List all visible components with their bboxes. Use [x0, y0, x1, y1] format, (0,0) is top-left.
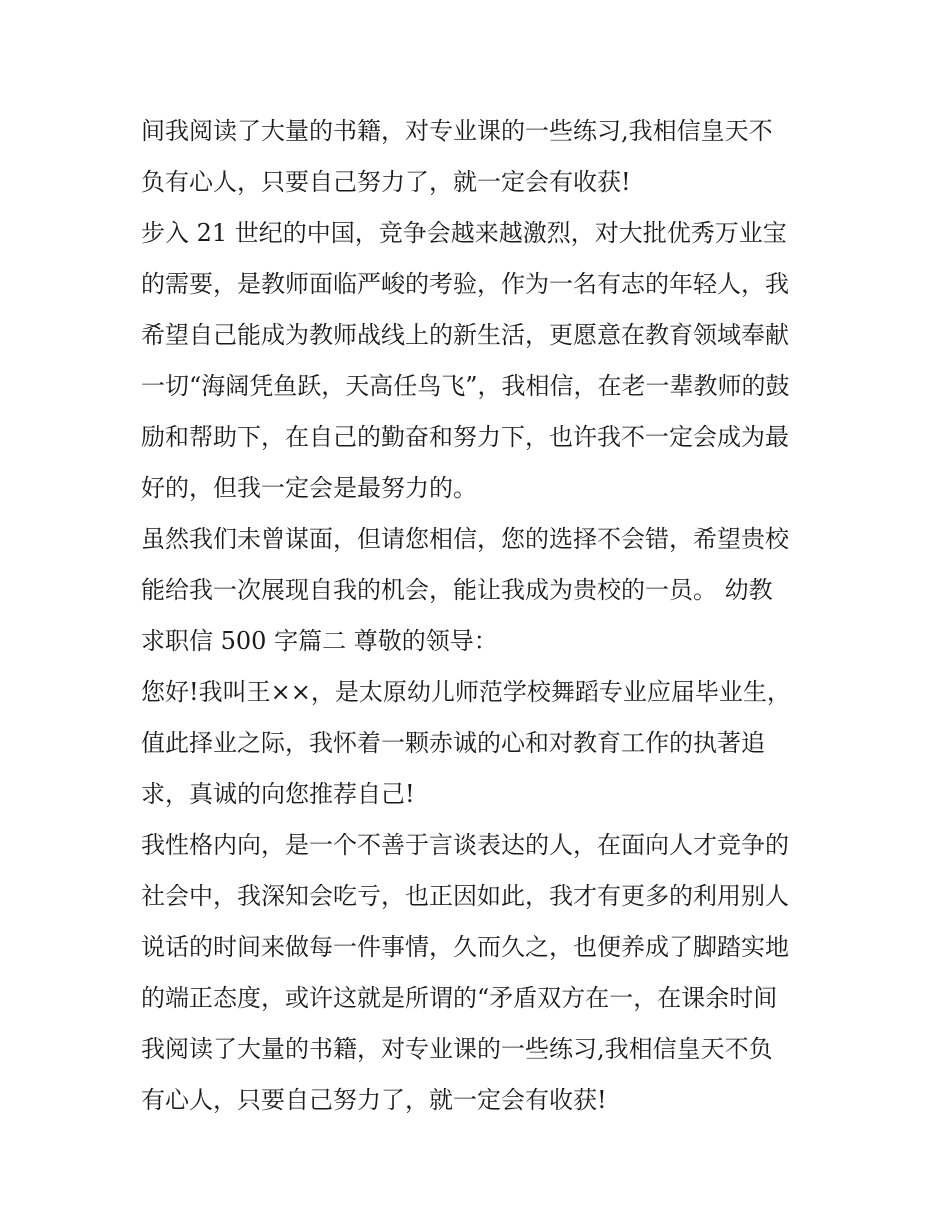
text-line: 间我阅读了大量的书籍，对专业课的一些练习,我相信皇天不 — [141, 117, 773, 145]
text-line: 的需要，是教师面临严峻的考验，作为一名有志的年轻人，我 — [141, 270, 789, 298]
text-line: 能给我一次展现自我的机会，能让我成为贵校的一员。 幼教 — [141, 576, 773, 604]
text-line: 励和帮助下，在自己的勤奋和努力下，也许我不一定会成为最 — [141, 423, 789, 451]
text-line: 我性格内向，是一个不善于言谈表达的人，在面向人才竞争的 — [141, 831, 789, 859]
text-line: 说话的时间来做每一件事情，久而久之，也便养成了脚踏实地 — [141, 933, 789, 961]
text-line: 步入 21 世纪的中国，竞争会越来越激烈，对大批优秀万业宝 — [141, 219, 787, 247]
text-line: 的端正态度，或许这就是所谓的“矛盾双方在一，在课余时间 — [141, 984, 778, 1012]
text-line: 负有心人，只要自己努力了，就一定会有收获! — [141, 168, 631, 196]
text-line: 希望自己能成为教师战线上的新生活，更愿意在教育领域奉献 — [141, 321, 789, 349]
text-line: 虽然我们未曾谋面，但请您相信，您的选择不会错，希望贵校 — [141, 525, 789, 553]
text-line: 我阅读了大量的书籍，对专业课的一些练习,我相信皇天不负 — [141, 1035, 773, 1063]
text-line: 您好!我叫王××，是太原幼儿师范学校舞蹈专业应届毕业生， — [141, 678, 791, 706]
text-line: 求，真诚的向您推荐自己! — [141, 780, 415, 808]
text-line: 社会中，我深知会吃亏，也正因如此，我才有更多的利用别人 — [141, 882, 789, 910]
document-body — [141, 106, 813, 1126]
text-line: 值此择业之际，我怀着一颗赤诚的心和对教育工作的执著追 — [141, 729, 765, 757]
text-line: 求职信 500 字篇二 尊敬的领导： — [141, 627, 498, 655]
text-line: 有心人，只要自己努力了，就一定会有收获! — [141, 1086, 607, 1114]
text-line: 好的，但我一定会是最努力的。 — [141, 474, 477, 502]
text-line: 一切“海阔凭鱼跃，天高任鸟飞”，我相信，在老一辈教师的鼓 — [141, 372, 790, 400]
